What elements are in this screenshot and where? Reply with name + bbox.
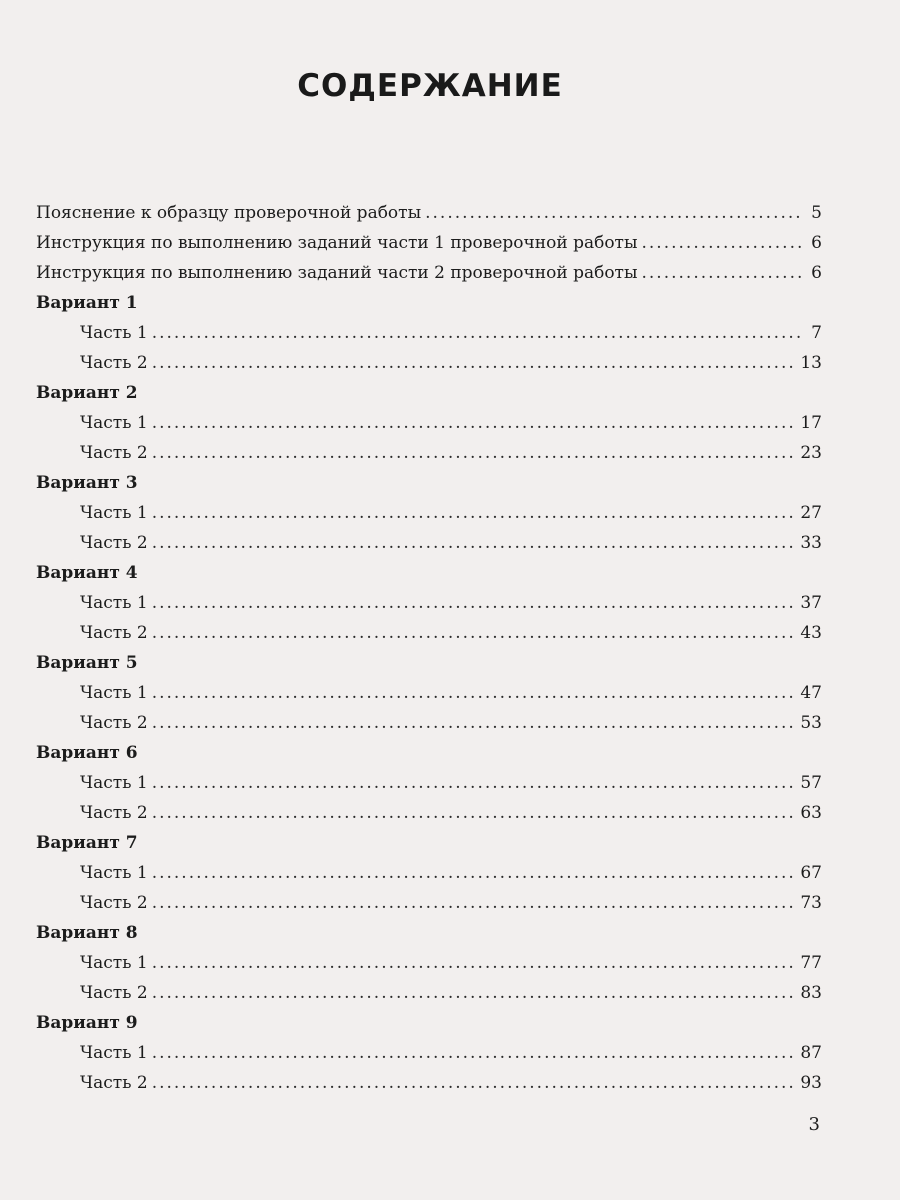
- toc-page-number: 6: [811, 263, 822, 283]
- dot-leader: [425, 202, 804, 224]
- toc-variant-heading: [36, 554, 822, 584]
- dot-leader: [152, 892, 797, 914]
- toc-page-number: 67: [800, 863, 822, 883]
- toc-entry-label: Часть 2: [80, 443, 148, 463]
- toc-page-number: 13: [800, 353, 822, 373]
- toc-entry-label: Часть 2: [80, 1073, 148, 1093]
- toc-part-entry: [36, 1064, 822, 1094]
- toc-entry-label: Часть 2: [80, 533, 148, 553]
- toc-entry-label: Часть 1: [80, 1043, 148, 1063]
- page-number: 3: [808, 1114, 820, 1135]
- toc-part-entry: [36, 614, 822, 644]
- toc-entry-label: Часть 1: [80, 413, 148, 433]
- toc-entry-label: Часть 2: [80, 713, 148, 733]
- toc-part-entry: [36, 704, 822, 734]
- dot-leader: [152, 952, 797, 974]
- toc-page-number: 87: [800, 1043, 822, 1063]
- toc-entry-label: Часть 2: [80, 353, 148, 373]
- toc-variant-heading: [36, 1004, 822, 1034]
- toc-page-number: 57: [800, 773, 822, 793]
- toc-page-number: 37: [800, 593, 822, 613]
- toc-entry-label: Часть 1: [80, 323, 148, 343]
- dot-leader: [152, 532, 797, 554]
- toc-variant-heading: [36, 824, 822, 854]
- dot-leader: [152, 502, 797, 524]
- toc-part-entry: [36, 764, 822, 794]
- toc-part-entry: [36, 524, 822, 554]
- toc-page-number: 5: [811, 203, 822, 223]
- dot-leader: [152, 802, 797, 824]
- toc-entry-label: Часть 1: [80, 773, 148, 793]
- toc-entry-label: Вариант 2: [36, 383, 138, 403]
- page-title: СОДЕРЖАНИЕ: [297, 68, 563, 104]
- toc-variant-heading: [36, 464, 822, 494]
- toc-part-entry: [36, 494, 822, 524]
- toc-part-entry: [36, 584, 822, 614]
- dot-leader: [152, 442, 797, 464]
- dot-leader: [152, 412, 797, 434]
- toc-page-number: 63: [800, 803, 822, 823]
- dot-leader: [152, 772, 797, 794]
- toc-entry-label: Вариант 8: [36, 923, 138, 943]
- toc-entry: [36, 194, 822, 224]
- toc-entry-label: Часть 1: [80, 503, 148, 523]
- toc-entry-label: Вариант 5: [36, 653, 138, 673]
- dot-leader: [152, 322, 804, 344]
- toc-entry-label: Инструкция по выполнению заданий части 2 проверочной работы: [36, 263, 638, 283]
- toc-part-entry: [36, 1034, 822, 1064]
- dot-leader: [152, 1042, 797, 1064]
- toc-variant-heading: [36, 914, 822, 944]
- toc-part-entry: [36, 344, 822, 374]
- toc-page-number: 6: [811, 233, 822, 253]
- toc-entry-label: Вариант 9: [36, 1013, 138, 1033]
- dot-leader: [152, 592, 797, 614]
- dot-leader: [152, 622, 797, 644]
- toc-part-entry: [36, 944, 822, 974]
- toc-entry-label: Вариант 7: [36, 833, 138, 853]
- toc-entry-label: Часть 1: [80, 593, 148, 613]
- toc-entry-label: Часть 2: [80, 893, 148, 913]
- toc-page-number: 17: [800, 413, 822, 433]
- toc-page-number: 43: [800, 623, 822, 643]
- toc-entry-label: Часть 1: [80, 863, 148, 883]
- toc-entry-label: Пояснение к образцу проверочной работы: [36, 203, 422, 223]
- toc-part-entry: [36, 434, 822, 464]
- toc-entry-label: Часть 2: [80, 623, 148, 643]
- toc-page-number: 83: [800, 983, 822, 1003]
- toc-part-entry: [36, 404, 822, 434]
- toc-entry-label: Часть 2: [80, 983, 148, 1003]
- toc-entry-label: Вариант 1: [36, 293, 138, 313]
- toc-entry-label: Часть 2: [80, 803, 148, 823]
- toc-page-number: 23: [800, 443, 822, 463]
- toc-page-number: 47: [800, 683, 822, 703]
- toc-entry: [36, 254, 822, 284]
- toc-page-number: 77: [800, 953, 822, 973]
- toc-part-entry: [36, 854, 822, 884]
- toc-part-entry: [36, 974, 822, 1004]
- toc-page-number: 73: [800, 893, 822, 913]
- toc-page-number: 27: [800, 503, 822, 523]
- dot-leader: [152, 352, 797, 374]
- dot-leader: [642, 262, 805, 284]
- toc-part-entry: [36, 314, 822, 344]
- dot-leader: [152, 682, 797, 704]
- table-of-contents: [36, 194, 822, 1094]
- toc-variant-heading: [36, 374, 822, 404]
- toc-part-entry: [36, 884, 822, 914]
- toc-page-number: 93: [800, 1073, 822, 1093]
- toc-variant-heading: [36, 644, 822, 674]
- toc-entry-label: Инструкция по выполнению заданий части 1 проверочной работы: [36, 233, 638, 253]
- toc-entry-label: Вариант 3: [36, 473, 138, 493]
- toc-page-number: 33: [800, 533, 822, 553]
- toc-entry-label: Вариант 6: [36, 743, 138, 763]
- toc-entry: [36, 224, 822, 254]
- toc-part-entry: [36, 674, 822, 704]
- toc-variant-heading: [36, 734, 822, 764]
- toc-page-number: 53: [800, 713, 822, 733]
- toc-page-number: 7: [811, 323, 822, 343]
- toc-variant-heading: [36, 284, 822, 314]
- dot-leader: [152, 712, 797, 734]
- toc-entry-label: Вариант 4: [36, 563, 138, 583]
- toc-part-entry: [36, 794, 822, 824]
- dot-leader: [152, 1072, 797, 1094]
- toc-entry-label: Часть 1: [80, 953, 148, 973]
- dot-leader: [152, 862, 797, 884]
- toc-entry-label: Часть 1: [80, 683, 148, 703]
- dot-leader: [152, 982, 797, 1004]
- dot-leader: [642, 232, 805, 254]
